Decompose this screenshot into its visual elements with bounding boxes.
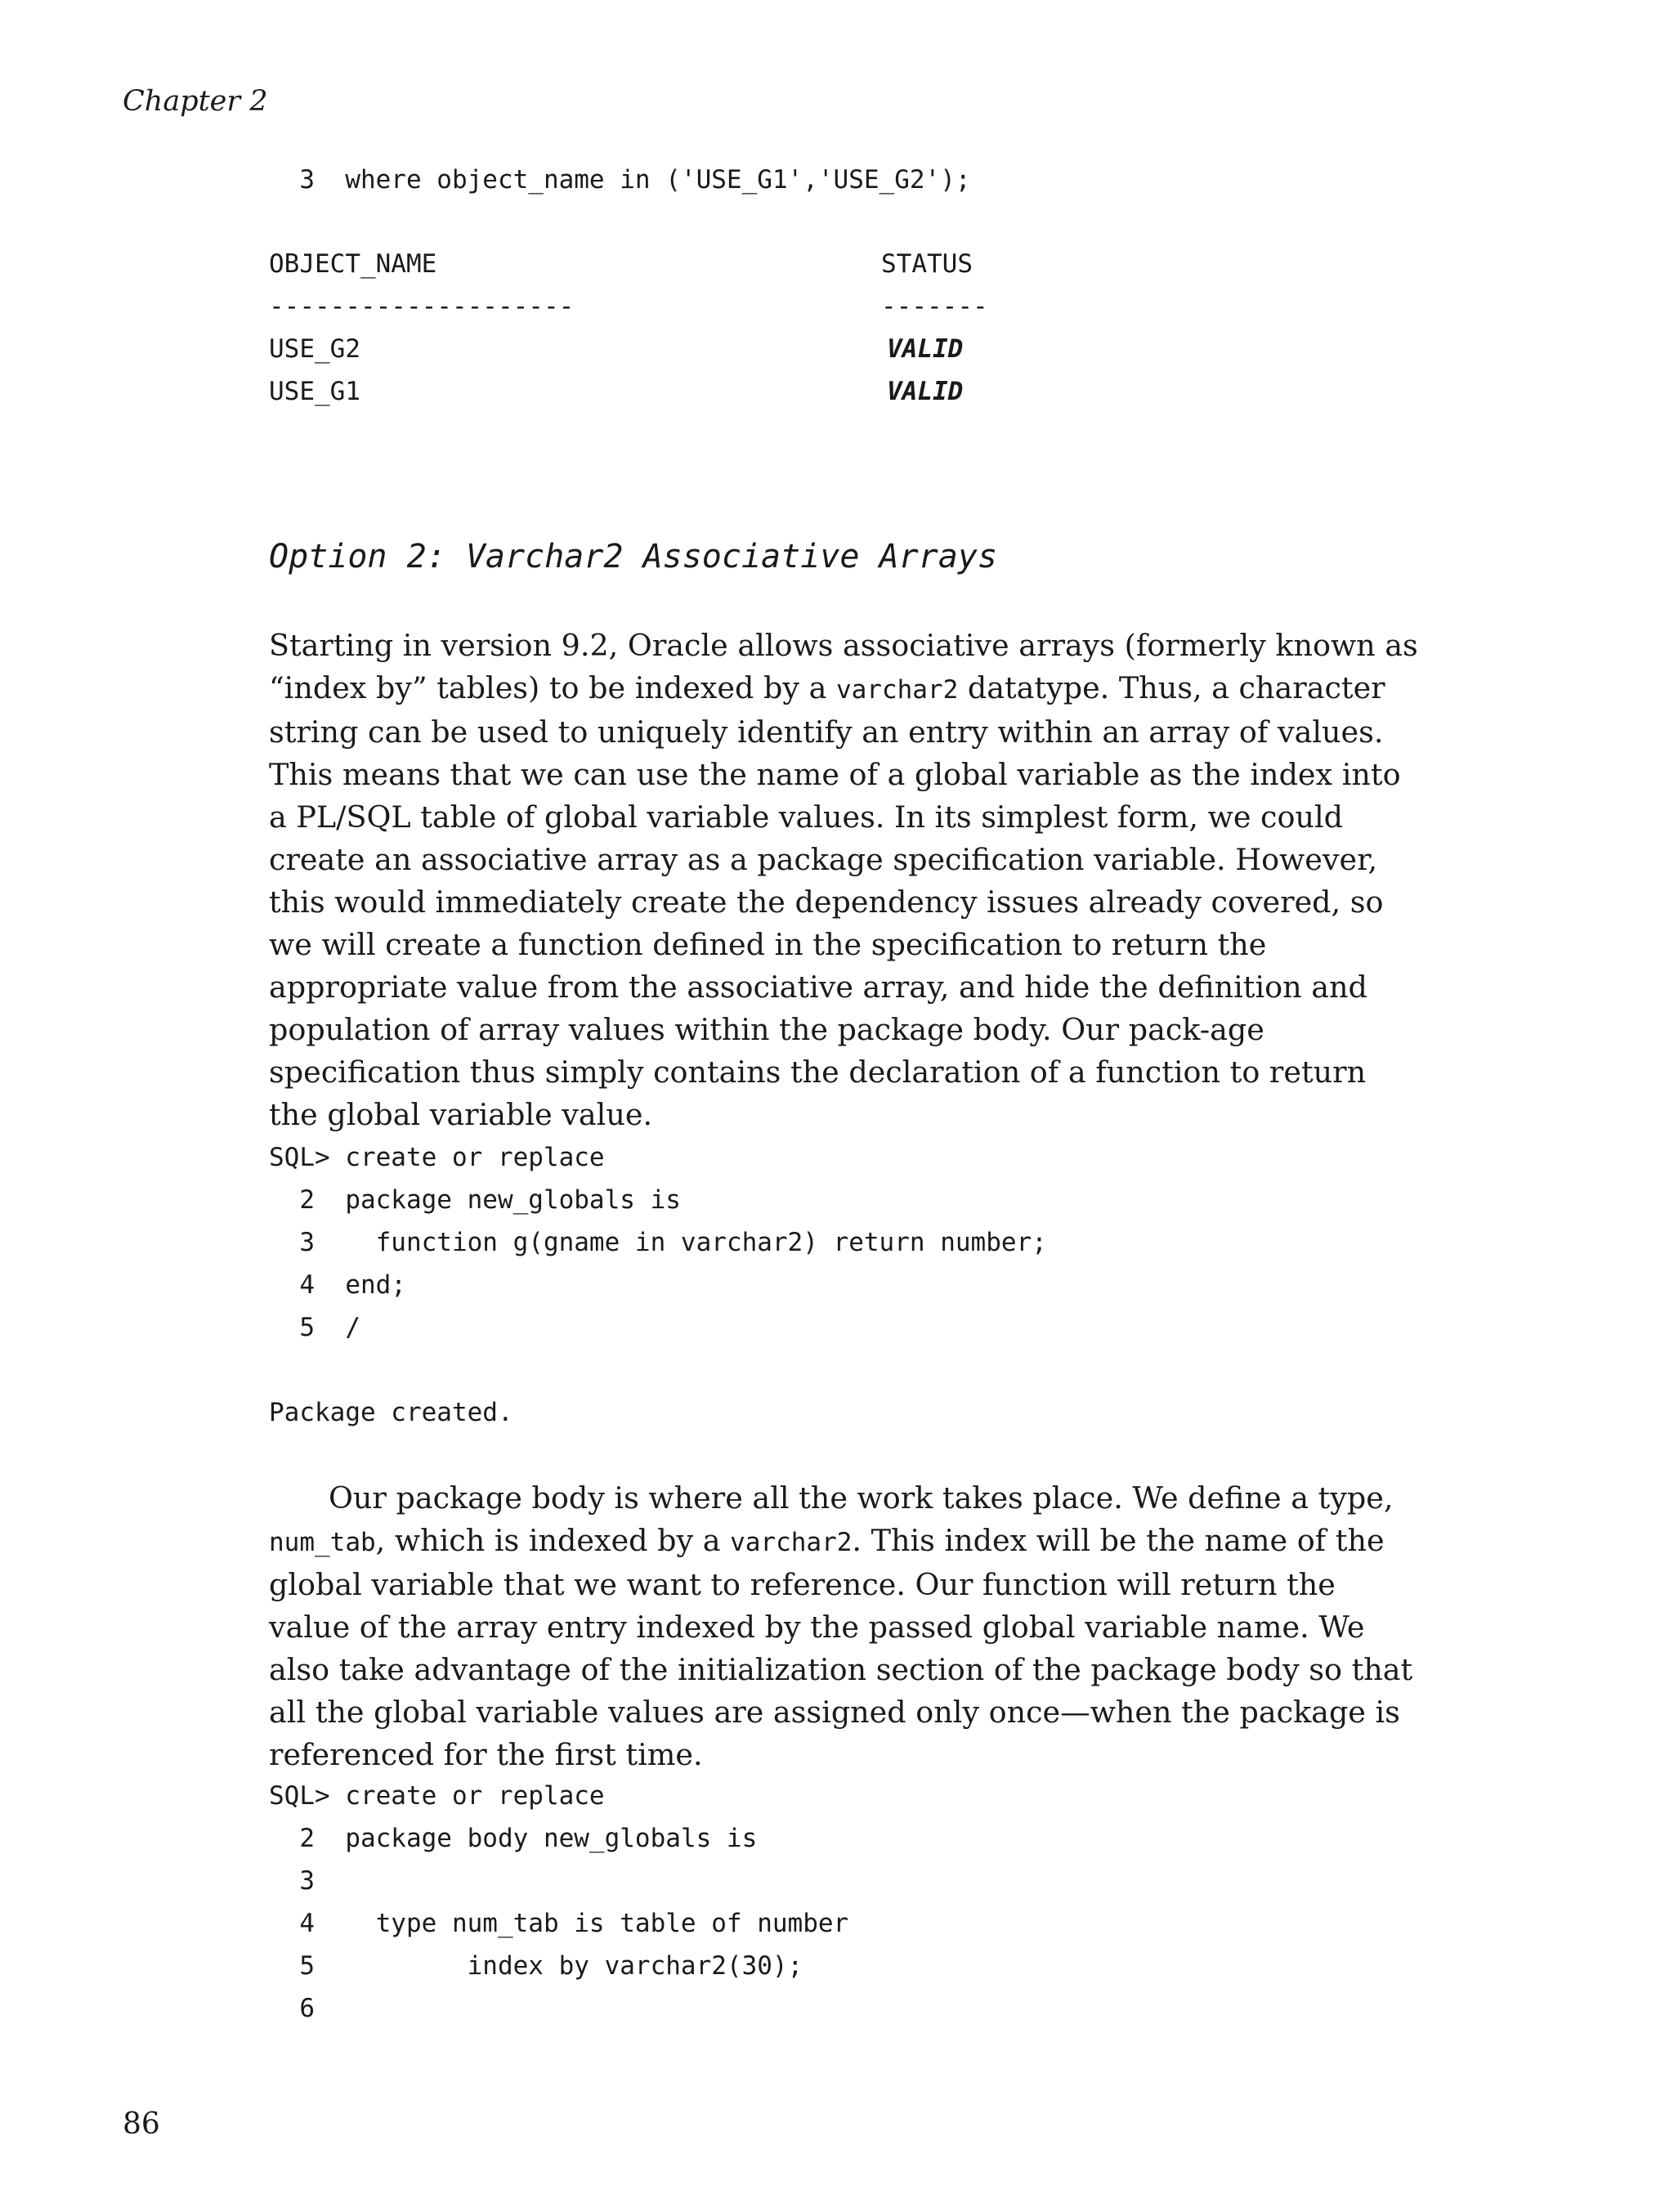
code-line: 3 bbox=[269, 1866, 315, 1896]
para1-text-1: Starting in version 9.2, Oracle allows associative arrays (formerly known as “index by” tables) to be indexed by a bbox=[269, 628, 1418, 705]
para2-text-2: , which is indexed by a bbox=[375, 1523, 731, 1558]
code-block-body bbox=[269, 1775, 848, 2030]
paragraph-body bbox=[269, 1477, 1421, 1776]
page-number: 86 bbox=[123, 2107, 160, 2141]
query-line: 3 where object_name in ('USE_G1','USE_G2'); bbox=[269, 165, 971, 195]
inline-code-varchar2: varchar2 bbox=[730, 1528, 853, 1557]
code-line: 2 package new_globals is bbox=[269, 1185, 681, 1215]
code-line: 2 package body new_globals is bbox=[269, 1824, 758, 1853]
paragraph-intro bbox=[269, 625, 1421, 1136]
para2-text-3: . This index will be the name of the global variable that we want to reference. Our function will return the value of the array entry indexed by the passed global variable name. We also take advantage of the initialization section of the package body so that all the global variable values are assigned only once—when the package is referenced for the first time. bbox=[269, 1523, 1413, 1772]
table-row-name: USE_G2 bbox=[269, 334, 360, 364]
separator-status: ------- bbox=[881, 292, 988, 321]
code-line: 3 function g(gname in varchar2) return number; bbox=[269, 1228, 1047, 1257]
column-header-object-name: OBJECT_NAME bbox=[269, 249, 437, 279]
separator-object-name: -------------------- bbox=[269, 292, 575, 321]
code-line: 5 index by varchar2(30); bbox=[269, 1951, 803, 1981]
code-line: 4 type num_tab is table of number bbox=[269, 1909, 849, 1938]
inline-code-num-tab: num_tab bbox=[269, 1528, 376, 1557]
para2-text-1: Our package body is where all the work takes place. We define a type, bbox=[329, 1480, 1394, 1516]
table-row-status: VALID bbox=[887, 377, 964, 406]
inline-code-varchar2: varchar2 bbox=[835, 675, 959, 705]
code-line: SQL> create or replace bbox=[269, 1781, 605, 1811]
code-line: 5 / bbox=[269, 1313, 360, 1342]
table-row-status: VALID bbox=[887, 334, 964, 364]
table-row-name: USE_G1 bbox=[269, 377, 360, 406]
code-line: 6 bbox=[269, 1994, 315, 2023]
para1-text-2: datatype. Thus, a character string can be used to uniquely identify an entry within an array of values. This means that we can use the name of a global variable as the index into a PL/SQL table of global variable values. In its simplest form, we could create an associative array as a package specification variable. However, this would immediately create the dependency issues already covered, so we will create a function defined in the specification to return the appropriate value from the associative array, and hide the definition and population of array values within the package body. Our pack-age specification thus simply contains the declaration of a function to return the global variable value. bbox=[269, 670, 1401, 1132]
chapter-header: Chapter 2 bbox=[123, 85, 268, 118]
column-header-status: STATUS bbox=[881, 249, 973, 279]
code-line: SQL> create or replace bbox=[269, 1143, 605, 1172]
section-heading: Option 2: Varchar2 Associative Arrays bbox=[269, 538, 998, 575]
package-created-message: Package created. bbox=[269, 1398, 513, 1427]
code-line: 4 end; bbox=[269, 1270, 406, 1300]
code-block-spec bbox=[269, 1136, 1047, 1349]
